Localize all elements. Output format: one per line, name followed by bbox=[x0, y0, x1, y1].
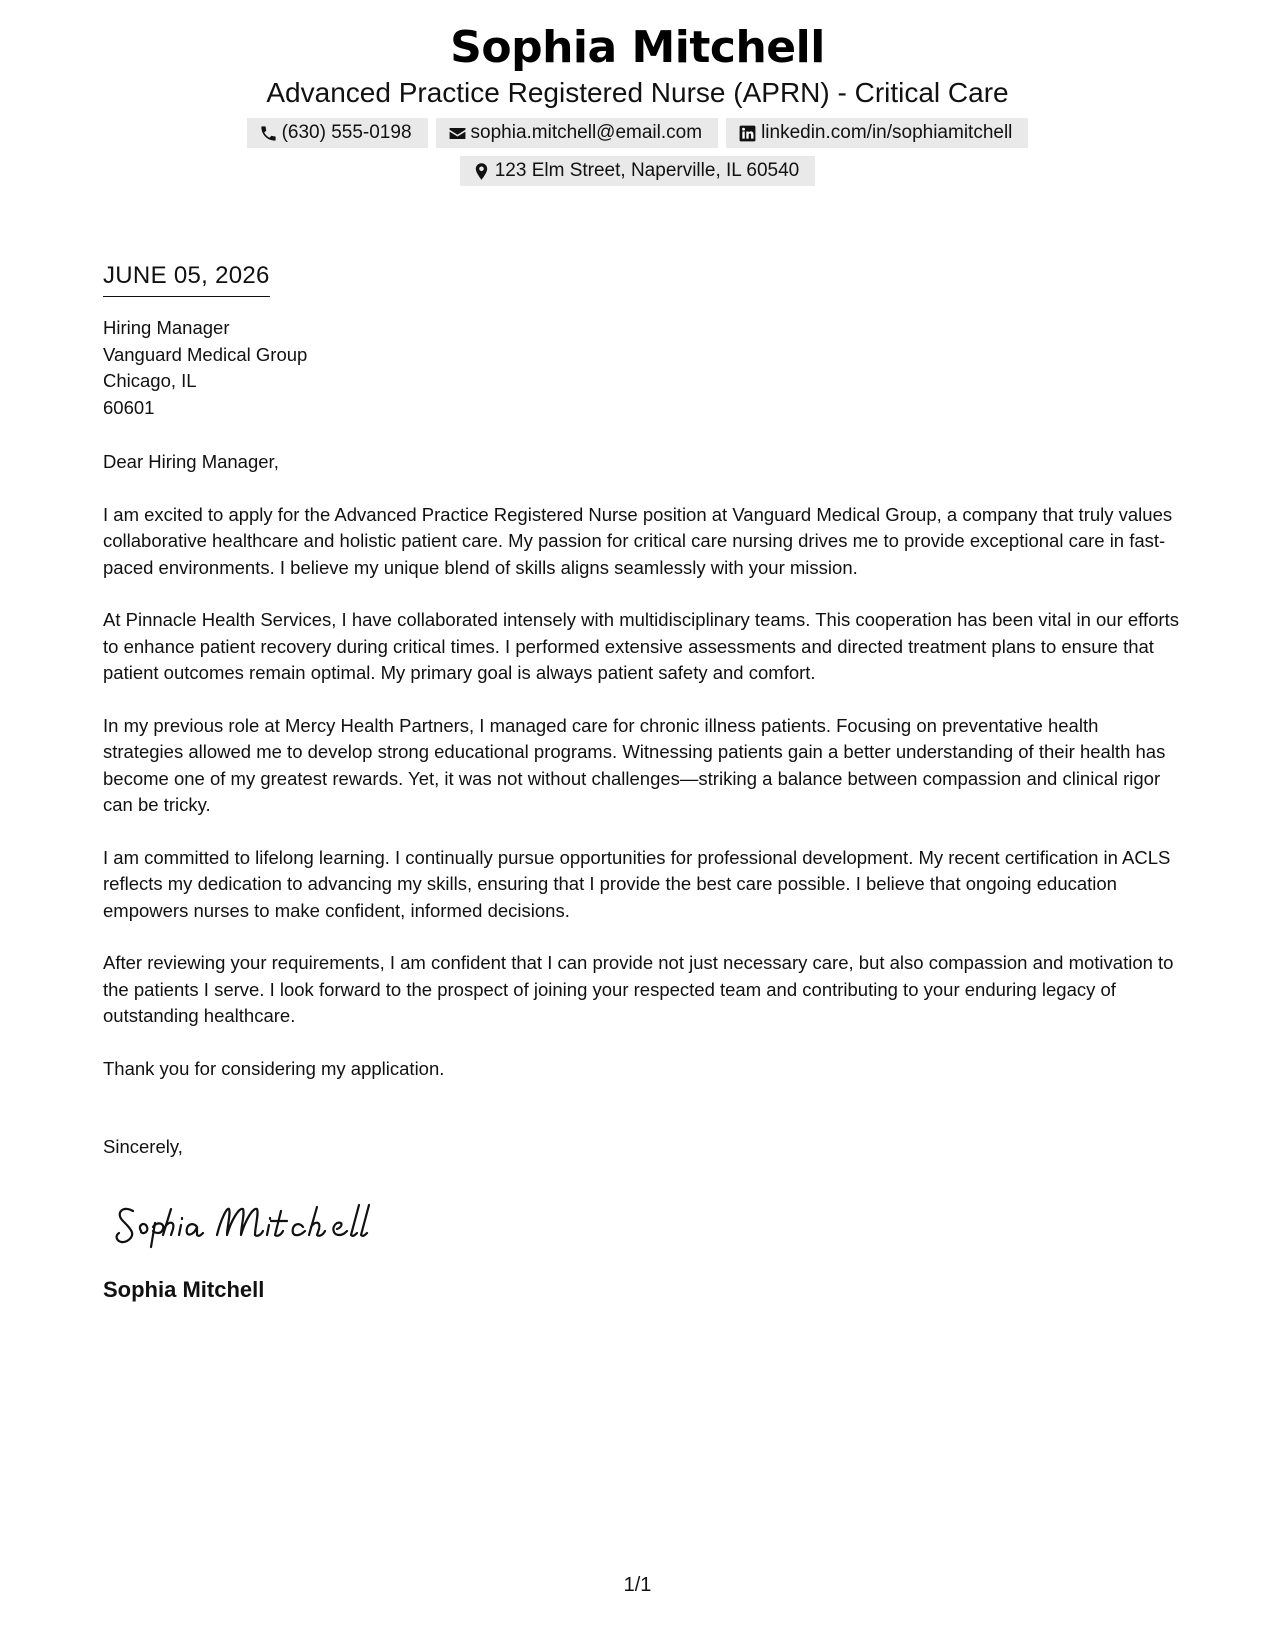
linkedin-text: linkedin.com/in/sophiamitchell bbox=[761, 122, 1013, 143]
body-paragraph: In my previous role at Mercy Health Partners, I managed care for chronic illness patients. Focusing on preventative health strategies allowed me to develop strong educational programs. Witnessing patients gain a better understanding of their health has become one of my greatest rewards. Yet, it was not without challenges—striking a balance between compassion and clinical rigor can be tricky. bbox=[103, 714, 1166, 815]
recipient-line: Chicago, IL bbox=[103, 370, 197, 391]
phone-chip[interactable] bbox=[247, 118, 428, 148]
body-paragraph: At Pinnacle Health Services, I have collaborated intensely with multidisciplinary teams. This cooperation has been vital in our efforts to enhance patient recovery during critical times. I performed extensive assessments and directed treatment plans to ensure that patient outcomes remain optimal. My primary goal is always patient safety and comfort. bbox=[103, 609, 1179, 683]
recipient-line: 60601 bbox=[103, 396, 155, 418]
body-paragraph: After reviewing your requirements, I am confident that I can provide not just necessary care, but also compassion and motivation to the patients I serve. I look forward to the prospect of joining your respected team and contributing to your enduring legacy of outstanding healthcare. bbox=[103, 952, 1174, 1026]
linkedin-chip[interactable] bbox=[726, 118, 1028, 148]
page-number: 1/1 bbox=[623, 1574, 652, 1596]
address-text: 123 Elm Street, Naperville, IL 60540 bbox=[494, 160, 800, 181]
linkedin-icon bbox=[738, 124, 757, 143]
letter-header bbox=[0, 20, 1275, 186]
recipient-block bbox=[103, 315, 1183, 421]
handwritten-signature bbox=[111, 1191, 371, 1251]
recipient-line: Hiring Manager bbox=[103, 317, 230, 338]
body-paragraph: I am excited to apply for the Advanced Practice Registered Nurse position at Vanguard Medical Group, a company that truly values collaborative healthcare and holistic patient care. My passion for critical care nursing drives me to provide exceptional care in fast-paced environments. I believe my unique blend of skills aligns seamlessly with your mission. bbox=[103, 503, 1173, 578]
signed-name: Sophia Mitchell bbox=[103, 1277, 265, 1302]
closing: Sincerely, bbox=[103, 1136, 183, 1157]
contact-row-1 bbox=[0, 118, 1275, 148]
phone-text: (630) 555-0198 bbox=[281, 122, 412, 143]
map-pin-icon bbox=[472, 162, 491, 181]
email-text: sophia.mitchell@email.com bbox=[470, 122, 703, 143]
body-paragraph: Thank you for considering my application. bbox=[103, 1057, 445, 1079]
contact-row-2 bbox=[0, 156, 1275, 186]
phone-icon bbox=[259, 124, 278, 143]
address-chip bbox=[460, 156, 816, 186]
envelope-icon bbox=[448, 124, 467, 143]
letter-body bbox=[103, 260, 1183, 1304]
letter-date: JUNE 05, 2026 bbox=[103, 260, 270, 297]
email-chip[interactable] bbox=[436, 118, 719, 148]
recipient-line: Vanguard Medical Group bbox=[103, 343, 308, 365]
salutation: Dear Hiring Manager, bbox=[103, 451, 279, 472]
applicant-name: Sophia Mitchell bbox=[450, 22, 825, 73]
body-paragraph: I am committed to lifelong learning. I continually pursue opportunities for professional development. My recent certification in ACLS reflects my dedication to advancing my skills, ensuring that I provide the best care possible. I believe that ongoing education empowers nurses to make confident, informed decisions. bbox=[103, 846, 1171, 921]
applicant-title: Advanced Practice Registered Nurse (APRN) - Critical Care bbox=[266, 77, 1009, 108]
